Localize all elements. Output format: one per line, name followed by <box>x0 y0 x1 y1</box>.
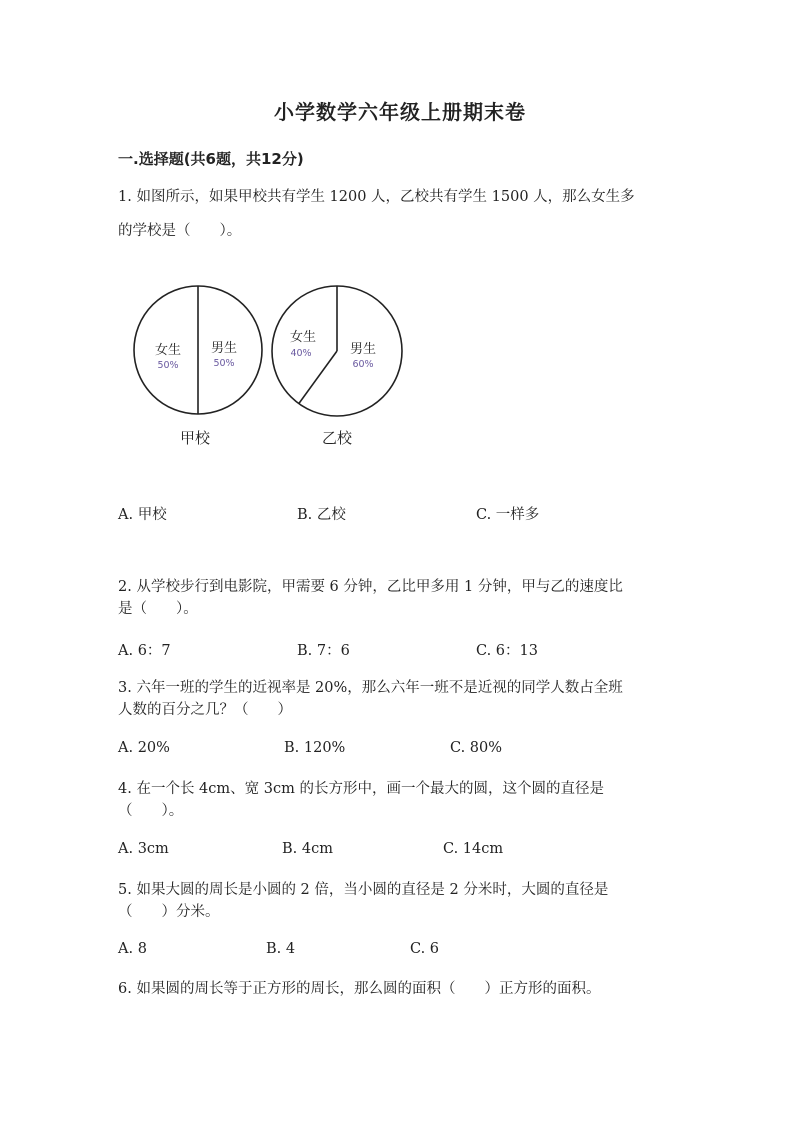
question-5-option-c: C. 6 <box>410 941 440 957</box>
question-4-option-a: A. 3cm <box>118 841 169 857</box>
question-4-option-b: B. 4cm <box>282 841 333 857</box>
question-1-option-b: B. 乙校 <box>297 507 346 523</box>
pie-a-school-name: 甲校 <box>179 429 211 447</box>
question-1-option-c: C. 一样多 <box>476 507 540 523</box>
question-1-line-1: 1. 如图所示，如果甲校共有学生 1200 人，乙校共有学生 1500 人，那么女生多 <box>118 189 635 205</box>
question-2-line-1: 2. 从学校步行到电影院，甲需要 6 分钟，乙比甲多用 1 分钟，甲与乙的速度比 <box>118 579 623 595</box>
question-3-option-c: C. 80% <box>450 740 503 756</box>
question-2-option-a: A. 6：7 <box>118 643 171 659</box>
pie-a-boys-label: 男生 <box>210 341 238 356</box>
question-2-option-b: B. 7：6 <box>297 643 350 659</box>
pie-b-boys-percent: 60% <box>352 359 374 370</box>
pie-school-b <box>272 286 402 447</box>
question-5-line-1: 5. 如果大圆的周长是小圆的 2 倍，当小圆的直径是 2 分米时，大圆的直径是 <box>118 882 609 898</box>
question-2-line-2: 是（ ）。 <box>118 601 198 617</box>
pie-charts-figure <box>120 275 420 455</box>
question-3-line-2: 人数的百分之几？（ ） <box>118 702 292 718</box>
question-1-option-a: A. 甲校 <box>118 507 167 523</box>
question-1-line-2: 的学校是（ ）。 <box>118 223 242 239</box>
pie-b-girls-label: 女生 <box>289 330 317 345</box>
pie-b-school-name: 乙校 <box>321 429 353 447</box>
question-5-option-a: A. 8 <box>118 941 147 957</box>
question-5-line-2: （ ）分米。 <box>118 904 220 920</box>
pie-b-girls-percent: 40% <box>290 348 312 359</box>
question-4-line-1: 4. 在一个长 4cm、宽 3cm 的长方形中，画一个最大的圆，这个圆的直径是 <box>118 781 604 797</box>
question-4-line-2: （ ）。 <box>118 803 184 819</box>
section-heading: 一.选择题(共6题，共12分) <box>118 150 304 168</box>
question-4-option-c: C. 14cm <box>443 841 504 857</box>
pie-a-girls-percent: 50% <box>157 360 179 371</box>
question-3-option-a: A. 20% <box>118 740 170 756</box>
pie-a-boys-percent: 50% <box>213 358 235 369</box>
question-3-option-b: B. 120% <box>284 740 346 756</box>
pie-b-boys-label: 男生 <box>349 342 377 357</box>
pie-school-a <box>134 286 262 447</box>
question-2-option-c: C. 6：13 <box>476 643 538 659</box>
question-5-option-b: B. 4 <box>266 941 296 957</box>
question-3-line-1: 3. 六年一班的学生的近视率是 20%，那么六年一班不是近视的同学人数占全班 <box>118 680 623 696</box>
pie-a-girls-label: 女生 <box>154 343 182 358</box>
page-title: 小学数学六年级上册期末卷 <box>274 100 526 124</box>
question-6-line-1: 6. 如果圆的周长等于正方形的周长，那么圆的面积（ ）正方形的面积。 <box>118 981 601 997</box>
